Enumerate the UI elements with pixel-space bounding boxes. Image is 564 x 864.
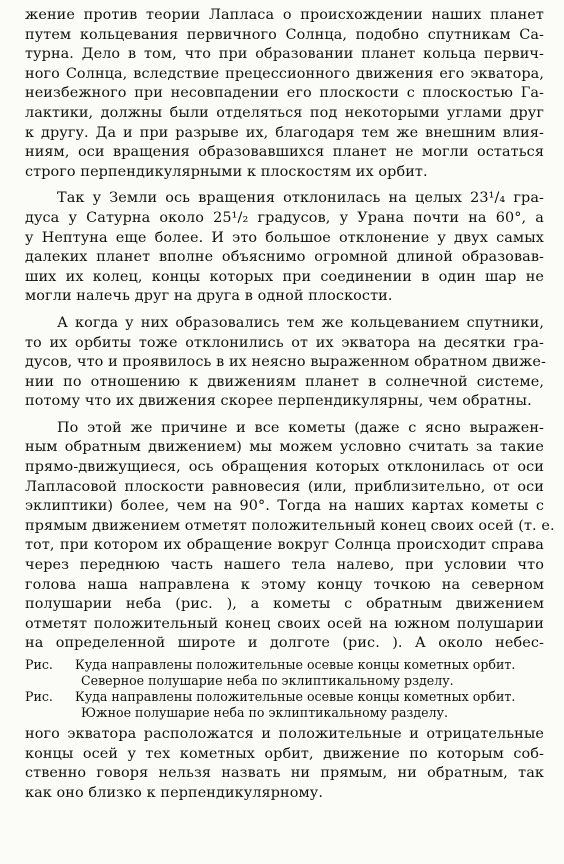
text-line: ного Солнца, вследствие прецессионного движения его экватора,: [25, 65, 544, 82]
text-line: А когда у них образовались тем же кольцеванием спутники,: [57, 314, 544, 331]
text-line: потому что их движения скорее перпендикулярны, чем обратны.: [25, 393, 532, 410]
text-line: Так у Земли ось вращения отклонилась на целых 23¹/₄ гра-: [57, 190, 544, 207]
text-line: турна. Дело в том, что при образовании планет кольца первич-: [25, 46, 544, 63]
text-line: голова наша направлена к этому концу точкою на северном: [25, 576, 544, 593]
text-line: концы осей у тех кометных орбит, движение по которым соб-: [25, 745, 544, 762]
text-line: жение против теории Лапласа о происхождении наших планет: [25, 7, 544, 23]
figure-caption: [25, 689, 544, 705]
text-line: через переднюю часть нашего тела налево, при условии что: [25, 557, 544, 574]
paragraph-3: [25, 314, 544, 412]
text-line: к другу. Да и при разрыве их, благодаря тем же внешним влия-: [25, 124, 544, 141]
text-line: эклиптики) более, чем на 90°. Тогда на наших картах кометы с: [25, 498, 544, 515]
text-line: на определенной широте и долготе (рис. ). А около небес-: [25, 635, 544, 652]
text-line: дусов, что и проявилось в их неясно выраженном обратном движе-: [25, 354, 546, 371]
text-line: полушарии неба (рис. ), а кометы с обратным движением: [25, 596, 544, 613]
text-line: По этой же причине и все кометы (даже с ясно выражен-: [57, 419, 544, 436]
text-line: прямо-движущиеся, ось обращения которых отклонилась от оси: [25, 459, 544, 476]
caption-subtitle: Северное полушарие неба по эклиптикальному рзделу.: [81, 673, 454, 688]
text-line: у Нептуна еще более. И это большое отклонение у двух самых: [25, 229, 544, 246]
paragraph-1: [25, 6, 544, 182]
text-line: тот, при котором их обращение вокруг Солнца происходит справа: [25, 537, 544, 554]
text-line: как оно близко к перпендикулярному.: [25, 784, 324, 801]
paragraph-continuation: [25, 725, 544, 803]
text-line: то их орбиты тоже отклонились от их экватора на десятки гра-: [25, 334, 544, 351]
text-line: путем кольцевания первичного Солнца, подобно спутникам Са-: [25, 26, 544, 43]
text-line: ного экватора расположатся и положительные и отрицательные: [25, 726, 544, 742]
figure-label: Рис.: [25, 657, 53, 672]
caption-text: Куда направлены положительные осевые концы кометных орбит.: [75, 657, 516, 672]
text-line: далеких планет вполне объяснимо огромной длиной образовав-: [25, 249, 544, 266]
text-line: ших их колец, концы которых при соединении в один шар не: [25, 268, 544, 285]
figure-label: Рис.: [25, 689, 53, 704]
figure-captions: [25, 657, 544, 721]
text-line: прямым движением отметят положительный конец своих осей (т. е.: [25, 517, 555, 534]
text-line: ным обратным движением) мы можем условно считать за такие: [25, 439, 544, 456]
figure-caption: [25, 657, 544, 673]
text-line: нии по отношению к движениям планет в солнечной системе,: [25, 373, 544, 390]
paragraph-2: [25, 189, 544, 307]
text-line: строго перпендикулярными к плоскостям их орбит.: [25, 163, 428, 180]
text-line: ниям, оси вращения образовавшихся планет не могли остаться: [25, 144, 544, 161]
text-line: ственно говоря нельзя назвать ни прямым, ни обратным, так: [25, 765, 544, 782]
caption-text: Куда направлены положительные осевые концы кометных орбит.: [75, 689, 516, 704]
text-line: дуса у Сатурна около 25¹/₂ градусов, у Урана почти на 60°, а: [25, 209, 544, 226]
text-line: отметят положительный конец своих осей на южном полушарии: [25, 615, 544, 632]
text-line: Лапласовой плоскости равновесия (или, приблизительно, от оси: [25, 478, 544, 495]
text-line: неизбежного при несовпадении его плоскости с плоскостью Га-: [25, 85, 544, 102]
caption-subtitle: Южное полушарие неба по эклиптикальному разделу.: [81, 705, 449, 720]
text-line: могли налечь друг на друга в одной плоскости.: [25, 288, 393, 305]
text-line: лактики, должны были отделяться под некоторыми углами друг: [25, 104, 544, 121]
paragraph-4: [25, 419, 555, 654]
